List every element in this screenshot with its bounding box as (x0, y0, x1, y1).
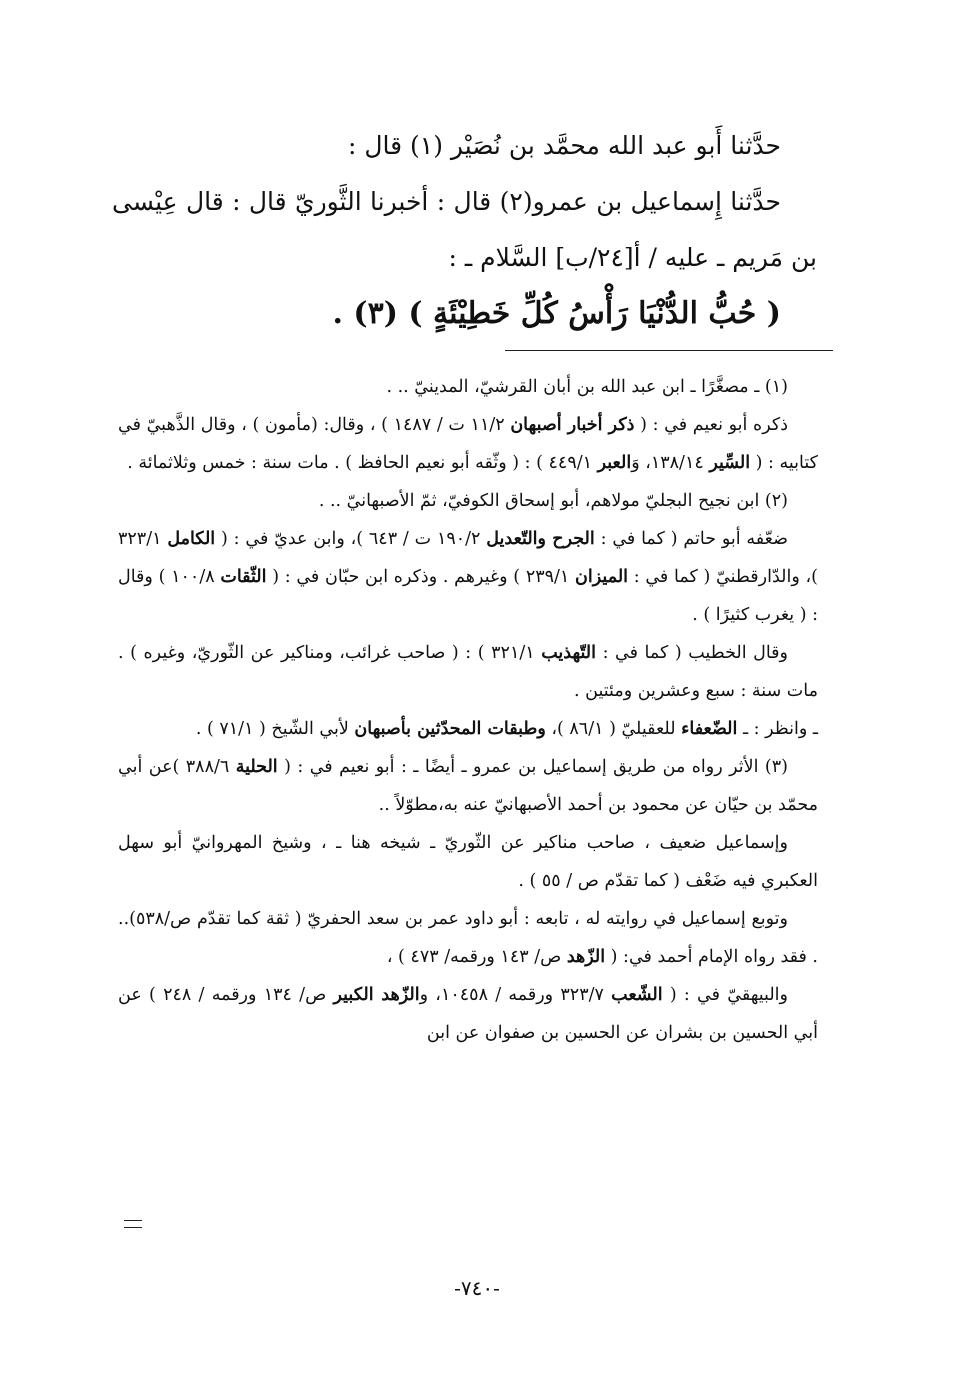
fn2-text-d: ٣٢٣/١ )، والدّارقطنيّ ( كما في : (118, 529, 818, 587)
fn2-text-h: ٣٢١/١ ) : ( صاحب غرائب، ومناكير عن الثّوريّ، وغيره ) . مات سنة : سبع وعشرين ومئتين . (118, 643, 818, 701)
footnote-2-body (118, 520, 818, 634)
footnote-2-heading: (٢) ابن نجيح البجليّ مولاهم، أبو إسحاق الكوفيّ، ثمّ الأصبهانيّ .. . (318, 491, 788, 511)
fn2-source-title: وطبقات المحدّثين بأصبهان (354, 719, 546, 739)
footnote-2-khatib (118, 634, 818, 710)
footnote-2-see-also (118, 710, 818, 748)
fn1-text-d: ١٣٨/١٤، وَ (631, 453, 704, 473)
quote-line: ( حُبُّ الدُّنْيَا رَأْسُ كُلِّ خَطِيْئَةٍ ) (٣) . (332, 296, 781, 331)
fn3-text-g: والبيهقيّ في : ( (669, 985, 788, 1005)
footnote-3-weakness: وإسماعيل ضعيف ، صاحب مناكير عن الثّوريّ ـ شيخه هنا ـ ، وشيخ المهروانيّ أبو سهل العكبري فيه ضَعْف ( كما تقدّم ص / ٥٥ ) . (118, 833, 818, 891)
fn2-source-title: الميزان (575, 567, 629, 587)
fn2-source-title: التّهذيب (541, 643, 596, 663)
fn3-source-title: الزّهد (566, 947, 606, 967)
footnote-3-bayhaqi (118, 976, 818, 1052)
fn1-text-a: ذكره أبو نعيم في : ( (640, 415, 788, 435)
narration-paragraph: حدَّثنا إِسماعيل بن عمرو(٢) قال : أخبرنا الثَّوريّ قال : قال عِيْسى بن مَريم ـ عليه / أ[٢٤/ب] السَّلام ـ : (112, 187, 817, 272)
footnote-1-heading: (١) ـ مصغَّرًا ـ ابن عبد الله بن أبان القرشيّ، المدينيّ .. . (386, 377, 788, 397)
fn2-text-f: ١٠٠/٨ ) وقال : ( يغرب كثيرًا ) . (118, 567, 818, 625)
fn1-source-title: ذكر أخبار أصبهان (510, 415, 635, 435)
fn3-source-title: الزّهد الكبير (333, 985, 420, 1005)
fn1-source-title: العبر (597, 453, 632, 473)
fn3-source-title: الشّعب (611, 985, 663, 1005)
fn3-text-a: (٣) الأثر رواه من طريق إسماعيل بن عمرو ـ أيضًا ـ : أبو نعيم في : ( (284, 757, 788, 777)
footnote-3-body (118, 748, 818, 824)
continuation-mark (124, 1220, 142, 1228)
fn1-text-e: ٤٤٩/١ ) : ( وثّقه أبو نعيم الحافظ ) . مات سنة : خمس وثلاثمائة . (127, 453, 593, 473)
main-text (112, 118, 817, 342)
fn2-source-title: الثّقات (220, 567, 267, 587)
fn2-text-e: ٢٣٩/١ ) وغيرهم . وذكره ابن حبّان في : ( (272, 567, 570, 587)
fn2-source-title: الضّعفاء (681, 719, 738, 739)
fn3-source-title: الحلية (235, 757, 278, 777)
footnote-separator (505, 350, 833, 351)
fn3-text-h: ٣٢٣/٧ ورقمه / ١٠٤٥٨، و (419, 985, 604, 1005)
fn2-text-a: ضعّفه أبو حاتم ( كما في : (600, 529, 788, 549)
fn2-text-g: وقال الخطيب ( كما في : (602, 643, 788, 663)
fn2-text-i: ـ وانظر : ـ (742, 719, 818, 739)
page-number: -٧٤٠- (454, 1276, 500, 1300)
fn1-source-title: السِّير (709, 453, 751, 473)
fn2-text-c: ١٩٠/٢ ت / ٦٤٣ )، وابن عديّ في : ( (220, 529, 481, 549)
fn2-source-title: الكامل (167, 529, 216, 549)
footnote-3-corroboration (118, 900, 818, 976)
fn2-text-j: للعقيليّ ( ٨٦/١ )، (551, 719, 676, 739)
opening-line: حدَّثنا أَبو عبد الله محمَّد بن نُصَيْر (١) قال : (347, 131, 781, 160)
footnote-1-body (118, 406, 818, 482)
fn3-text-f: ص/ ١٤٣ ورقمه/ ٤٧٣ ) ، (386, 947, 562, 967)
fn3-text-c: ٣٨٨/٦ )عن أبي محمّد بن حيّان عن محمود بن أحمد الأصبهانيّ عنه به،مطوّلاً .. (118, 757, 818, 815)
fn3-text-e: وتوبع إسماعيل في روايته له ، تابعه : أبو داود عمر بن سعد الحفريّ ( ثقة كما تقدّم ص/٥٣٨).. . فقد رواه الإمام أحمد في: ( (118, 909, 818, 967)
footnotes (118, 368, 818, 1052)
fn2-source-title: الجرح والتّعديل (486, 529, 595, 549)
fn2-text-k: لأبي الشّيخ ( ٧١/١ ) . (195, 719, 349, 739)
fn3-text-i: ص/ ١٣٤ ورقمه / ٢٤٨ ) عن أبي الحسين بن بشران عن الحسين بن صفوان عن ابن (118, 985, 818, 1043)
fn1-text-c: ١١/٢ ت / ١٤٨٧ ) ، وقال: (مأمون ) ، وقال الذَّهبيّ في كتابيه : ( (118, 415, 818, 473)
